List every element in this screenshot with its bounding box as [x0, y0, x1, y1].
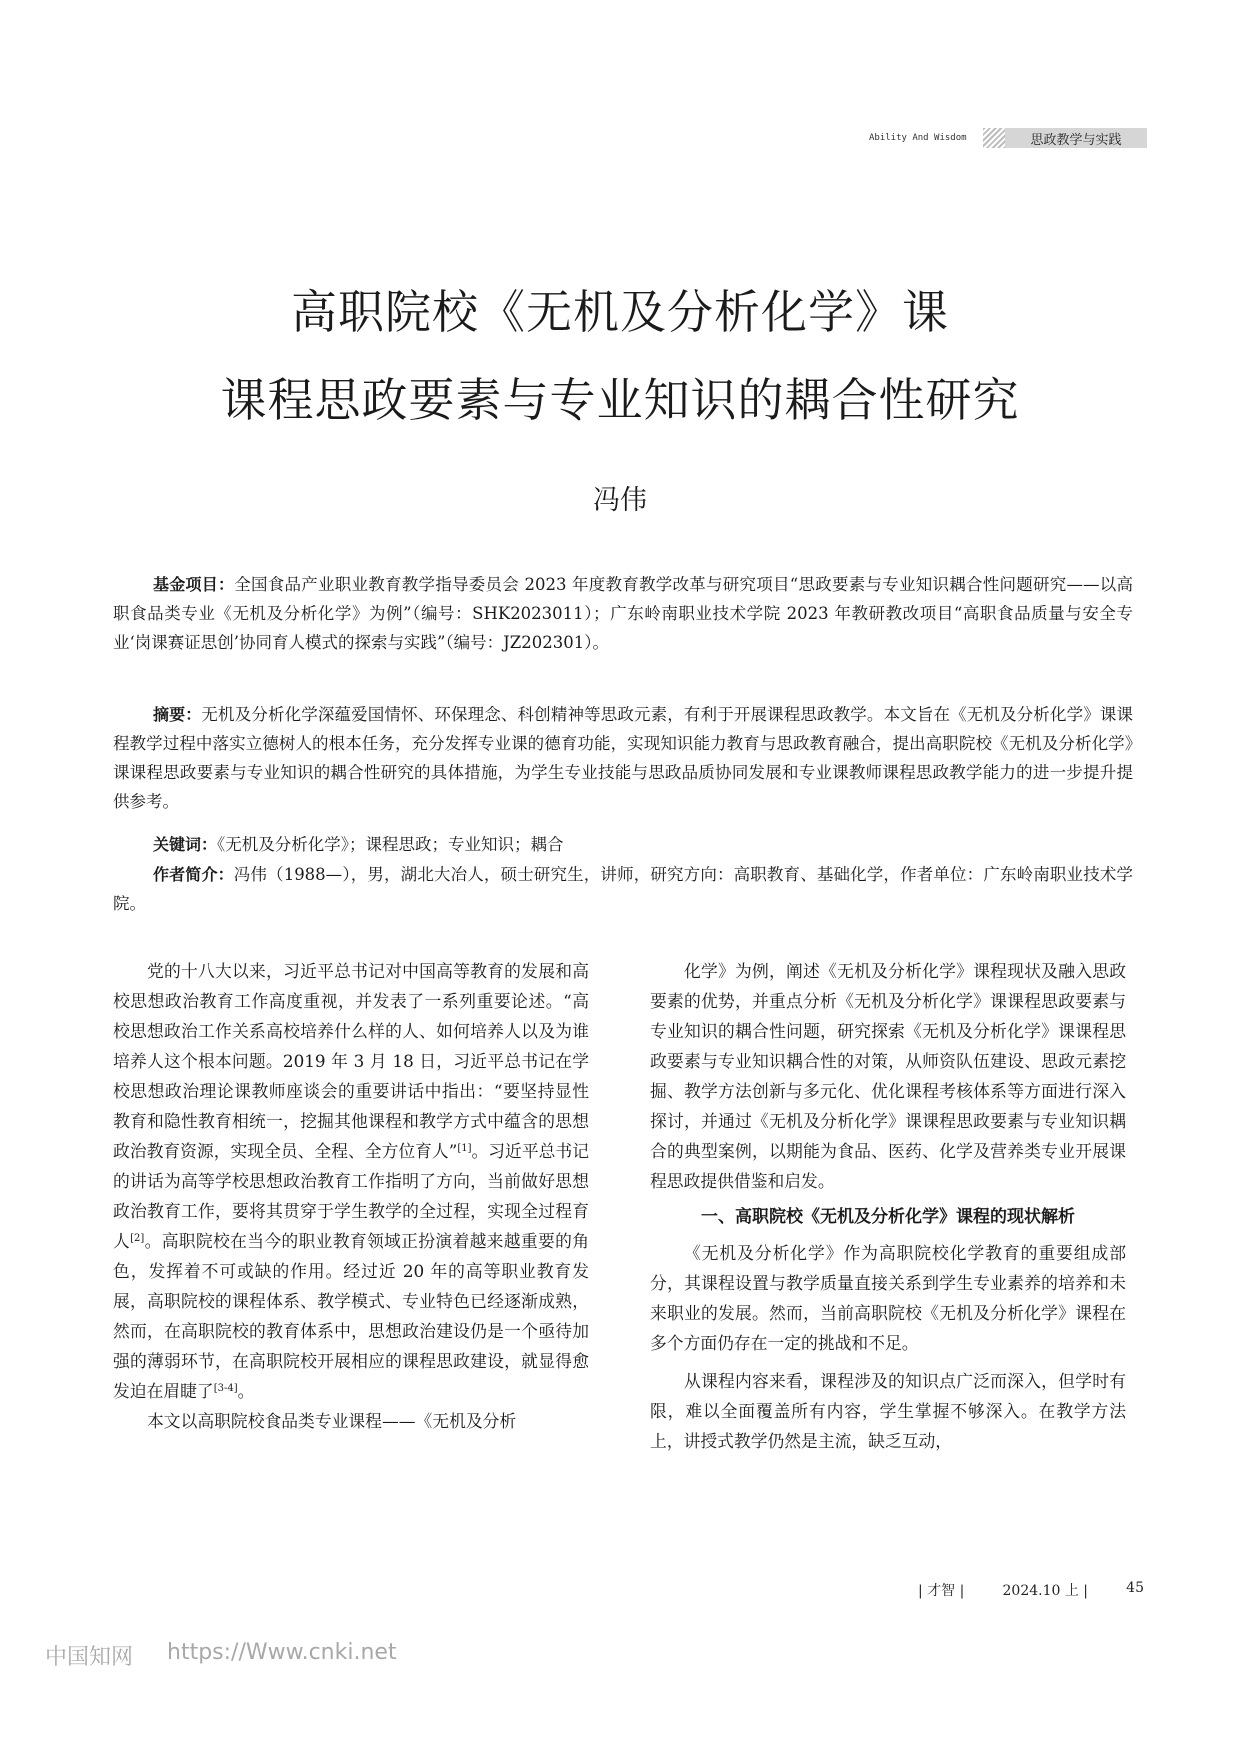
footer-issue: 2024.10 上 |	[1002, 1583, 1089, 1599]
fund-info	[113, 570, 1133, 657]
abstract	[113, 700, 1133, 816]
paper-title-line-2: 课程思政要素与专业知识的耦合性研究	[220, 373, 1020, 427]
author-bio-text: 冯伟（1988—），男，湖北大冶人，硕士研究生，讲师，研究方向：高职教育、基础化学，作者单位：广东岭南职业技术学院。	[113, 865, 1133, 913]
body-left-column	[113, 956, 589, 1436]
paragraph-text: 党的十八大以来，习近平总书记对中国高等教育的发展和高校思想政治教育工作高度重视，并发表了一系列重要论述。“高校思想政治工作关系高校培养什么样的人、如何培养人以及为谁培养人这个根本问题。2019 年 3 月 18 日，习近平总书记在学校思想政治理论课教师座谈会的重要讲话中指出：“要坚持显性教育和隐性教育相统一，挖掘其他课程和教学方式中蕴含的思想政治教育资源，实现全员、全程、全方位育人”	[113, 961, 589, 1161]
cnki-watermark	[45, 1640, 397, 1671]
fund-text: 全国食品产业职业教育教学指导委员会 2023 年度教育教学改革与研究项目“思政要素与专业知识耦合性问题研究——以高职食品类专业《无机及分析化学》为例”（编号：SHK2023011）；广东岭南职业技术学院 2023 年教研教改项目“高职食品质量与安全专业‘岗课赛证思创’协同育人模式的探索与实践”（编号：JZ202301）。	[113, 575, 1133, 652]
citation-ref: [2]	[130, 1233, 145, 1244]
footer-journal: | 才智 |	[918, 1583, 965, 1599]
fund-label: 基金项目：	[153, 575, 235, 594]
abstract-text: 无机及分析化学深蕴爱国情怀、环保理念、科创精神等思政元素，有利于开展课程思政教学。本文旨在《无机及分析化学》课课程教学过程中落实立德树人的根本任务，充分发挥专业课的德育功能，实现知识能力教育与思政教育融合，提出高职院校《无机及分析化学》课课程思政要素与专业知识的耦合性研究的具体措施，为学生专业技能与思政品质协同发展和专业课教师课程思政教学能力的进一步提升提供参考。	[113, 705, 1133, 811]
keywords-label: 关键词：	[153, 835, 218, 854]
citation-ref: [1]	[457, 1143, 472, 1154]
keywords	[113, 830, 1133, 859]
paper-title-line-1: 高职院校《无机及分析化学》课	[291, 285, 949, 339]
keywords-text: 《无机及分析化学》；课程思政；专业知识；耦合	[217, 835, 564, 854]
paragraph: 化学》为例，阐述《无机及分析化学》课程现状及融入思政要素的优势，并重点分析《无机及分析化学》课课程思政要素与专业知识的耦合性问题，研究探索《无机及分析化学》课课程思政要素与专业知识耦合性的对策，从师资队伍建设、思政元素挖掘、教学方法创新与多元化、优化课程考核体系等方面进行深入探讨，并通过《无机及分析化学》课课程思政要素与专业知识耦合的典型案例，以期能为食品、医药、化学及营养类专业开展课程思政提供借鉴和启发。	[650, 961, 1126, 1191]
paragraph-text: 。高职院校在当今的职业教育领域正扮演着越来越重要的角色，发挥着不可或缺的作用。经过近 20 年的高等职业教育发展，高职院校的课程体系、教学模式、专业特色已经逐渐成熟，然而，在高职院校的教育体系中，思想政治建设仍是一个亟待加强的薄弱环节，在高职院校开展相应的课程思政建设，就显得愈发迫在眉睫了	[113, 1231, 589, 1401]
watermark-url: https://Www.cnki.net	[167, 1640, 397, 1665]
citation-ref: [3-4]	[213, 1383, 238, 1394]
watermark-brand: 中国知网	[45, 1645, 134, 1670]
paragraph: 本文以高职院校食品类专业课程——《无机及分析	[147, 1411, 517, 1431]
author-bio	[113, 860, 1133, 918]
paragraph-text: 。	[237, 1381, 255, 1401]
author-name: 冯伟	[593, 485, 647, 516]
paragraph	[113, 956, 589, 1406]
paragraph-text: 。习近平总书记的讲话为高等学校思想政治教育工作指明了方向，当前做好思想政治教育工作，要将其贯穿于学生教学的全过程，实现全过程育人	[113, 1141, 589, 1251]
abstract-label: 摘要：	[153, 705, 202, 724]
paragraph: 《无机及分析化学》作为高职院校化学教育的重要组成部分，其课程设置与教学质量直接关系到学生专业素养的培养和未来职业的发展。然而，当前高职院校《无机及分析化学》课程在多个方面仍存在一定的挑战和不足。	[650, 1243, 1126, 1353]
page-footer	[918, 1580, 1144, 1600]
section-label: 思政教学与实践	[1005, 128, 1147, 148]
header-hatch-decoration	[983, 128, 1005, 148]
paragraph: 从课程内容来看，课程涉及的知识点广泛而深入，但学时有限，难以全面覆盖所有内容，学生掌握不够深入。在教学方法上，讲授式教学仍然是主流，缺乏互动，	[650, 1371, 1126, 1451]
section-heading: 一、高职院校《无机及分析化学》课程的现状解析	[701, 1207, 1075, 1227]
page-number: 45	[1126, 1580, 1144, 1596]
journal-english-name: Ability And Wisdom	[869, 133, 967, 143]
running-header	[863, 128, 1147, 148]
author-bio-label: 作者简介：	[153, 865, 234, 884]
body-right-column	[650, 956, 1126, 1456]
